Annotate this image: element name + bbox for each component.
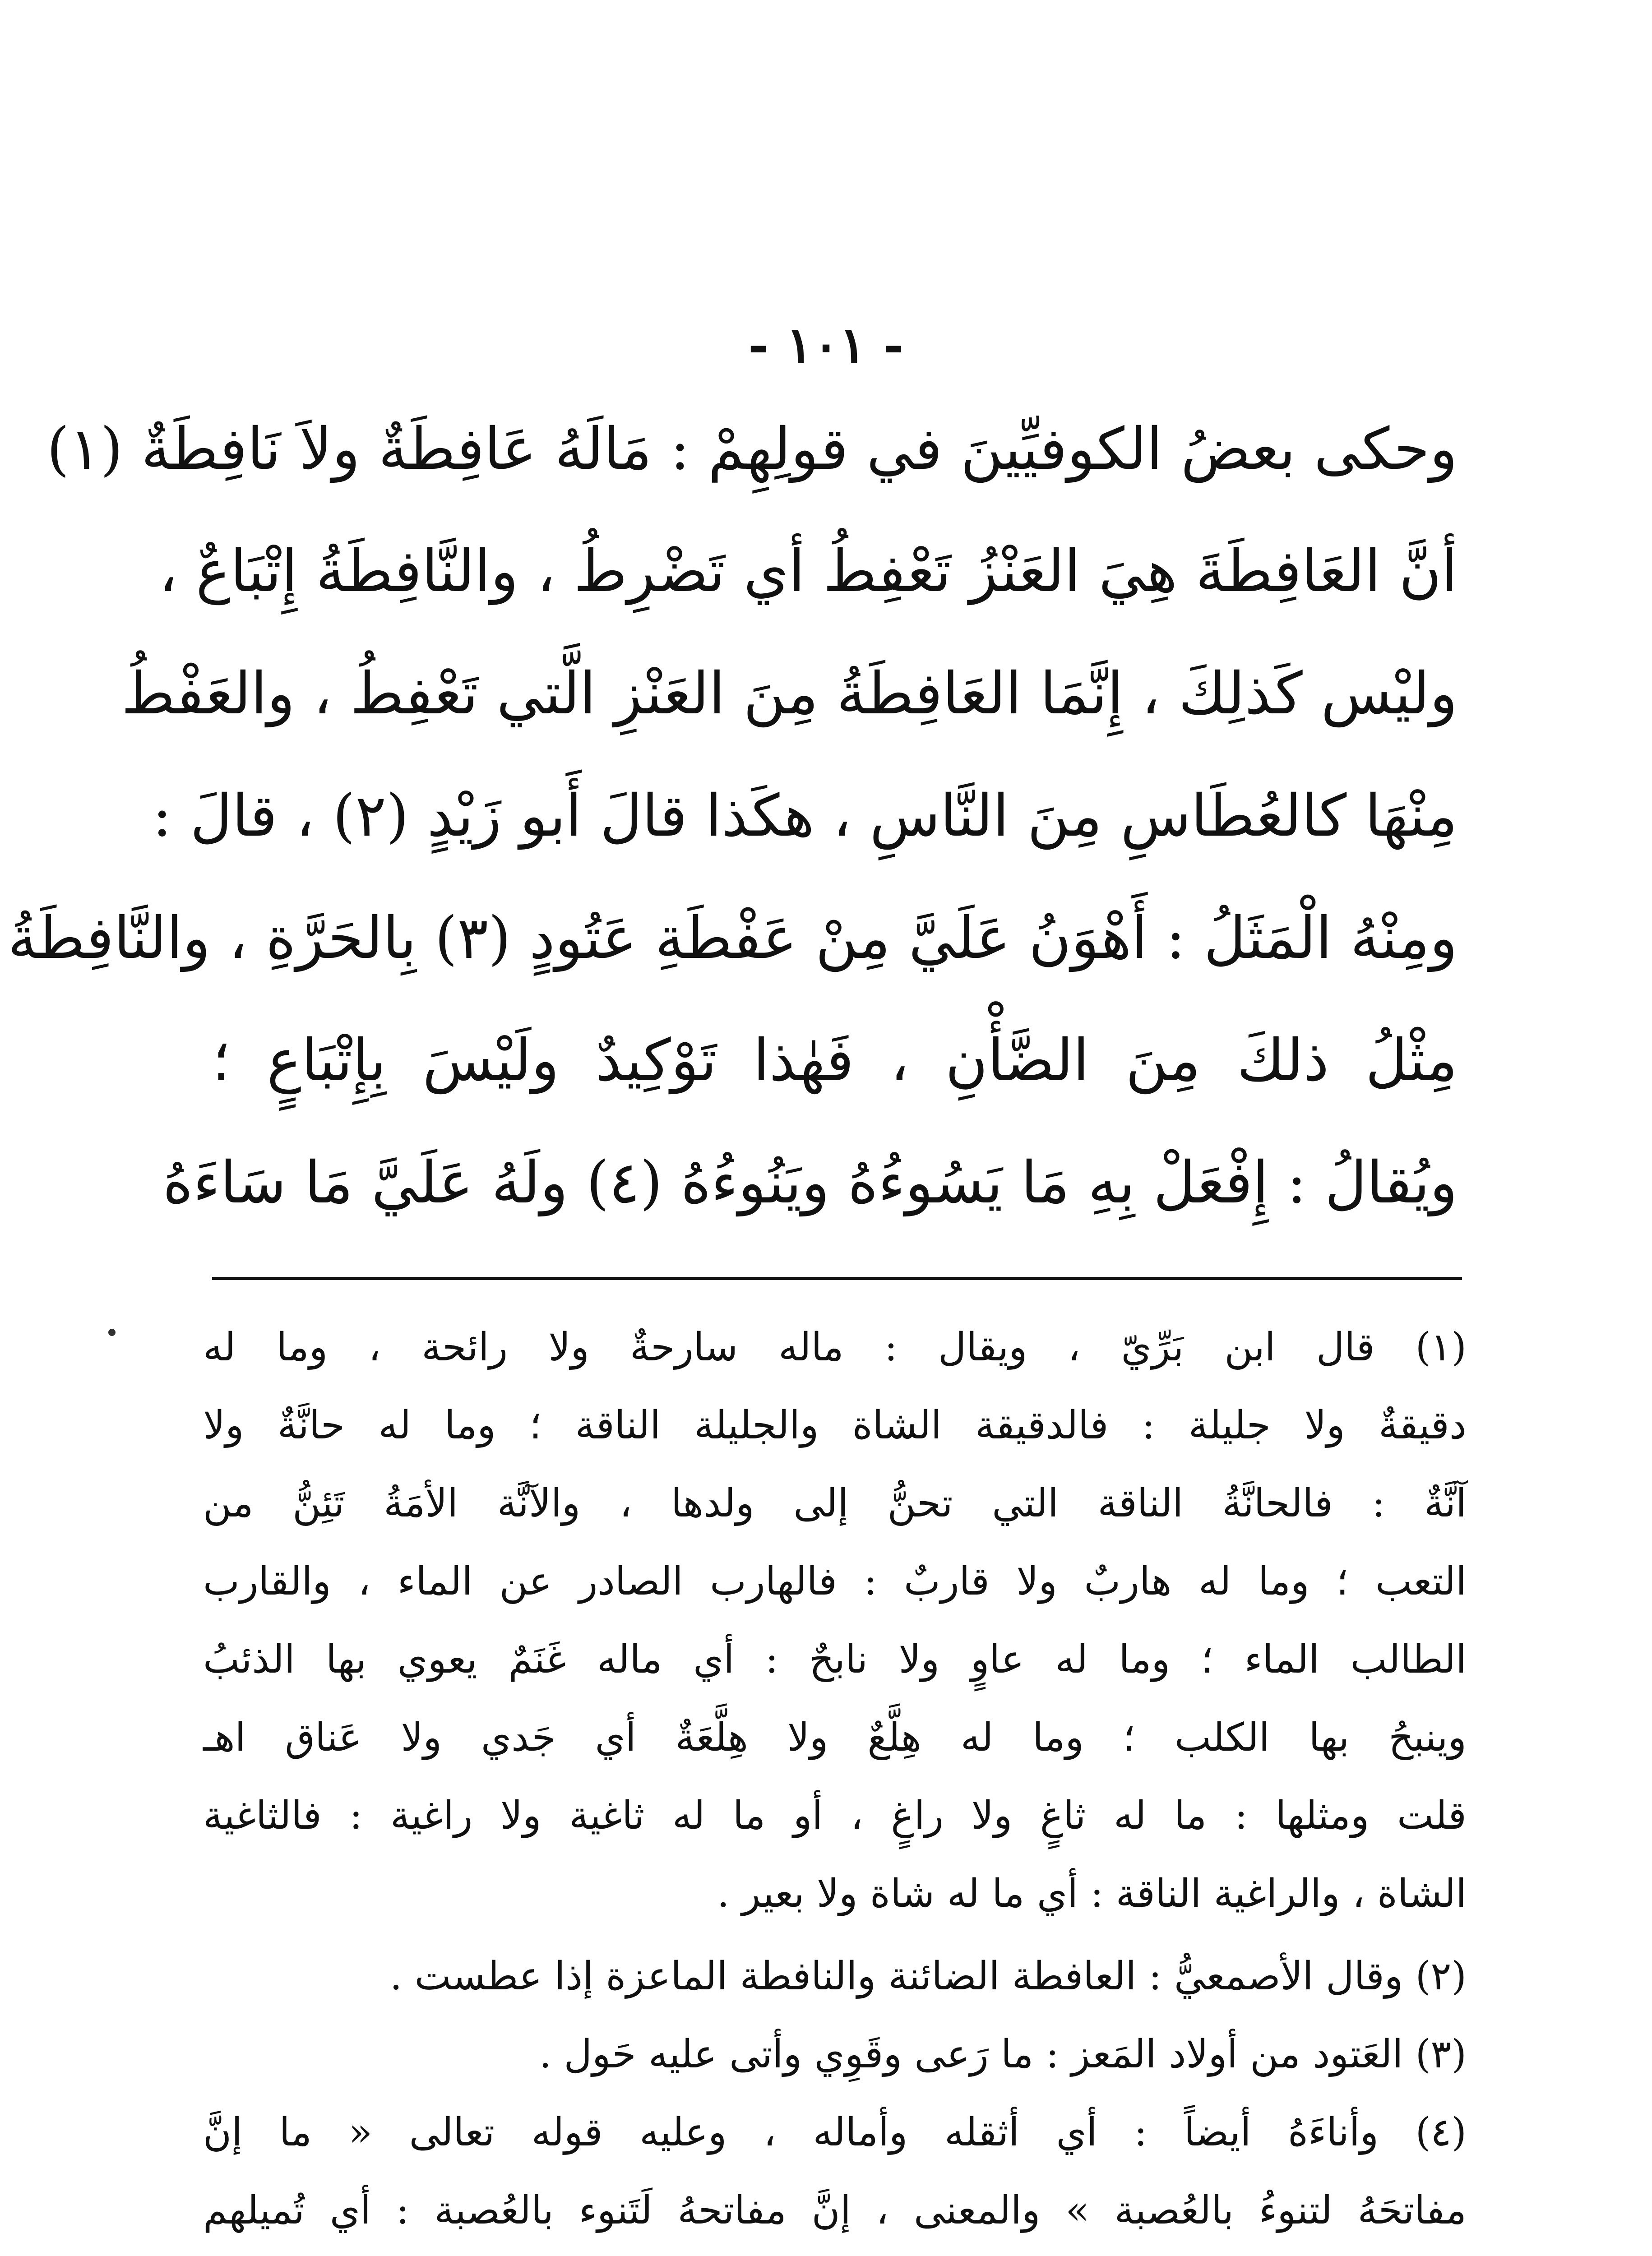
text-line: مِثْلُ ذلكَ مِنَ الضَّأْنِ ، فَهٰذا تَوْكِيدٌ ولَيْسَ بِإِتْبَاعٍ ؛ xyxy=(212,1027,1458,1094)
footnote-line: (٣) العَتود من أولاد المَعز : ما رَعى وقَوِي وأتى عليه حَول . xyxy=(539,2032,1467,2077)
footnote-line: قلت ومثلها : ما له ثاغٍ ولا راغٍ ، أو ما له ثاغية ولا راغية : فالثاغية xyxy=(203,1793,1467,1838)
page-number: - ١٠١ - xyxy=(748,316,904,374)
footnote-4 xyxy=(203,2094,1467,2256)
text-line: أنَّ العَافِطَةَ هِيَ العَنْزُ تَعْفِطُ أي تَضْرِطُ ، والنَّافِطَةُ إِتْبَاعٌ ، xyxy=(159,538,1458,605)
main-text xyxy=(8,388,1458,1244)
footnote-divider xyxy=(212,1277,1462,1280)
footnote-2 xyxy=(203,1937,1467,2016)
footnote-line: الطالب الماء ؛ وما له عاوٍ ولا نابحٌ : أي ماله غَنَمٌ يعوي بها الذئبُ xyxy=(203,1637,1467,1682)
footnote-line: التعب ؛ وما له هاربٌ ولا قاربٌ : فالهارب الصادر عن الماء ، والقارب xyxy=(203,1559,1467,1604)
text-line: وليْس كَذلِكَ ، إِنَّمَا العَافِطَةُ مِنَ العَنْزِ الَّتي تَعْفِطُ ، والعَفْطُ xyxy=(121,660,1458,727)
text-line: وحكى بعضُ الكوفيِّينَ في قولِهِمْ : مَالَهُ عَافِطَةٌ ولاَ نَافِطَةٌ (١) xyxy=(46,416,1458,483)
footnote-line: (١) قال ابن بَرِّيّ ، ويقال : ماله سارحةٌ ولا رائحة ، وما له xyxy=(203,1325,1467,1370)
text-line: ويُقالُ : إِفْعَلْ بِهِ مَا يَسُوءُهُ ويَنُوءُهُ (٤) ولَهُ عَلَيَّ مَا سَاءَهُ xyxy=(162,1149,1458,1216)
footnote-line xyxy=(203,2250,1467,2256)
footnote-line: الشاة ، والراغية الناقة : أي ما له شاة ولا بعير . xyxy=(717,1871,1467,1916)
footnote-1 xyxy=(203,1308,1467,1933)
footnote-3 xyxy=(203,2016,1467,2094)
footnotes xyxy=(203,1308,1467,2256)
footnote-line: (٢) وقال الأصمعيُّ : العافطة الضائنة والنافطة الماعزة إذا عطست . xyxy=(389,1954,1467,1999)
footnote-line: وينبحُ بها الكلب ؛ وما له هِلَّعٌ ولا هِلَّعَةٌ أي جَدي ولا عَناق اهـ xyxy=(203,1715,1467,1760)
footnote-line: مفاتحَهُ لتنوءُ بالعُصبة » والمعنى ، إنَّ مفاتحهُ لَتَنوء بالعُصبة : أي تُميلهم xyxy=(203,2188,1467,2233)
text-line: ومِنْهُ الْمَثَلُ : أَهْوَنُ عَلَيَّ مِنْ عَفْطَةِ عَتُودٍ (٣) بِالحَرَّةِ ، والنَّافِطَةُ xyxy=(8,905,1458,972)
text-line: مِنْهَا كالعُطَاسِ مِنَ النَّاسِ ، هكَذا قالَ أَبو زَيْدٍ (٢) ، قالَ : xyxy=(152,782,1458,850)
footnote-line: (٤) وأناءَهُ أيضاً : أي أثقله وأماله ، وعليه قوله تعالى « ما إنَّ xyxy=(203,2110,1467,2155)
scan-speck xyxy=(108,1329,116,1336)
footnote-line: آنَّةٌ : فالحانَّةُ الناقة التي تحنُّ إلى ولدها ، والآنَّة الأمَةُ تَئِنُّ من xyxy=(203,1481,1467,1526)
footnote-line: دقيقةٌ ولا جليلة : فالدقيقة الشاة والجليلة الناقة ؛ وما له حانَّةٌ ولا xyxy=(203,1403,1467,1448)
